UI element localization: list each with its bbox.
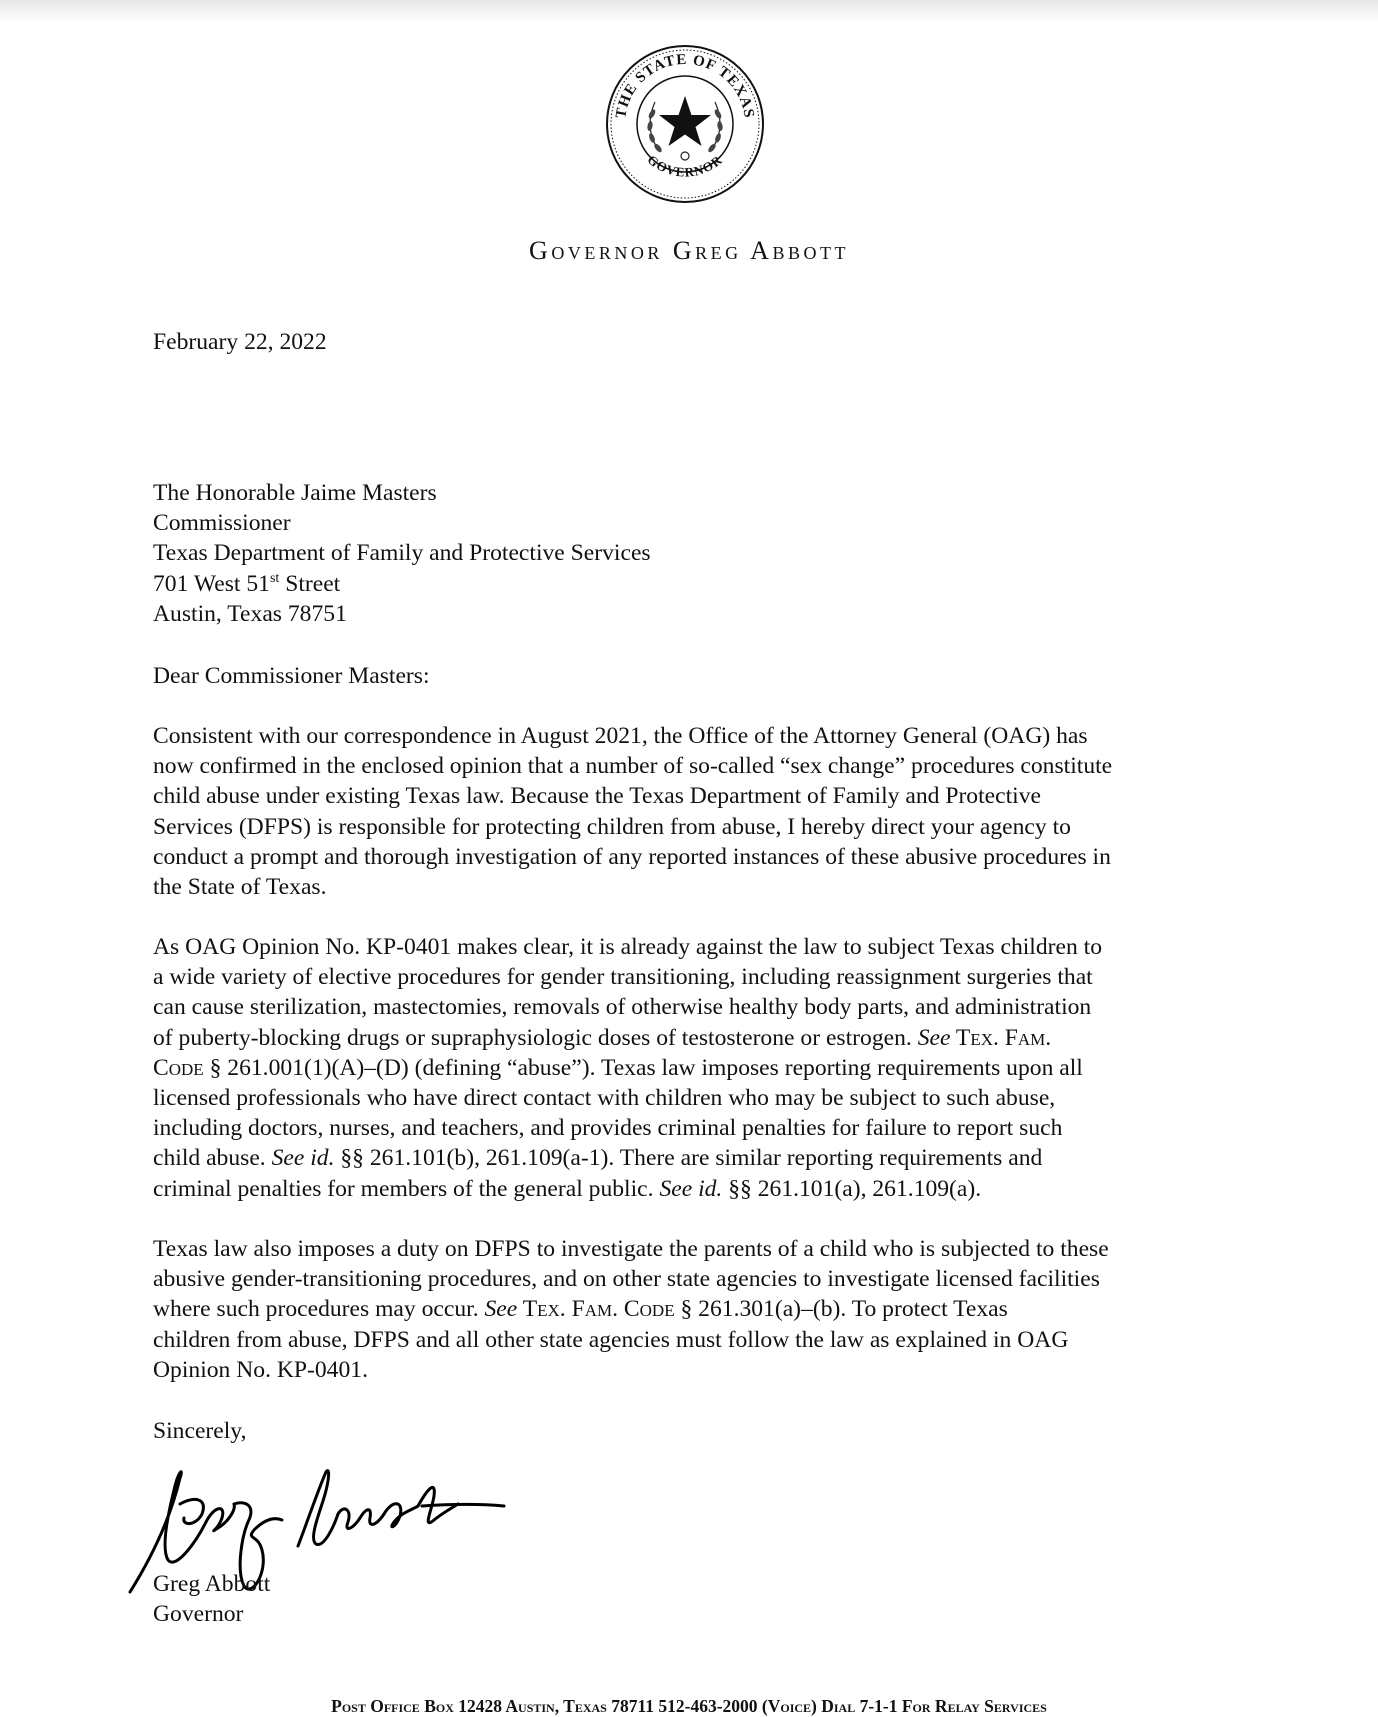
text-run: child abuse. (153, 1145, 272, 1172)
text-run: § 261.301(a)–(b). To protect Texas (674, 1296, 1008, 1323)
street-suffix: st (269, 570, 280, 586)
paragraph-3 (153, 1234, 1233, 1385)
paragraph-1 (153, 721, 1233, 902)
citation-signal: See (917, 1024, 951, 1051)
paragraph-line: Consistent with our correspondence in August 2021, the Office of the Attorney General (OAG) has (153, 723, 1088, 749)
salutation: Dear Commissioner Masters: (153, 663, 430, 689)
paragraph-line (153, 1174, 1233, 1204)
svg-text:GOVERNOR (645, 152, 726, 180)
text-run: §§ 261.101(a), 261.109(a). (722, 1175, 982, 1202)
recipient-name: The Honorable Jaime Masters (153, 480, 437, 506)
street-number: 701 West 51 (153, 570, 270, 597)
paragraph-line: children from abuse, DFPS and all other state agencies must follow the law as explained in OAG (153, 1326, 1069, 1353)
signer-name: Greg Abbott (153, 1571, 271, 1597)
paragraph-line (153, 1053, 1233, 1083)
paragraph-line: a wide variety of elective procedures for gender transitioning, including reassignment surgeries that (153, 964, 1093, 991)
paragraph-line (153, 1023, 1233, 1053)
street-name: Street (279, 570, 341, 597)
closing: Sincerely, (153, 1418, 247, 1444)
recipient-title: Commissioner (153, 510, 291, 537)
citation-signal: See id. (271, 1145, 335, 1172)
paragraph-line: child abuse under existing Texas law. Because the Texas Department of Family and Protective (153, 783, 1041, 810)
seal-ring-text: THE STATE OF TEXAS (613, 51, 757, 120)
code-citation: Code (153, 1054, 204, 1081)
paragraph-line: now confirmed in the enclosed opinion that a number of so-called “sex change” procedures constitute (153, 753, 1113, 780)
paragraph-line (153, 1294, 1233, 1324)
text-run: of puberty-blocking drugs or supraphysiologic doses of testosterone or estrogen. (153, 1024, 918, 1051)
paragraph-line: the State of Texas. (153, 874, 327, 901)
seal-bottom-text: GOVERNOR (644, 151, 726, 180)
top-shade (0, 0, 1378, 22)
citation-signal: See id. (659, 1175, 723, 1202)
recipient-address (153, 478, 1233, 629)
text-run: where such procedures may occur. (153, 1296, 485, 1323)
signer-title: Governor (153, 1601, 244, 1628)
citation-signal: See (484, 1296, 518, 1323)
letterhead-title: Governor Greg Abbott (529, 236, 849, 265)
letter-date: February 22, 2022 (153, 329, 327, 355)
recipient-agency: Texas Department of Family and Protective Services (153, 540, 651, 567)
paragraph-line: Texas law also imposes a duty on DFPS to investigate the parents of a child who is subjected to these (153, 1236, 1109, 1262)
paragraph-line: can cause sterilization, mastectomies, removals of otherwise healthy body parts, and administration (153, 994, 1092, 1021)
paragraph-line: including doctors, nurses, and teachers, and provides criminal penalties for failure to report such (153, 1115, 1063, 1142)
paragraph-line: licensed professionals who have direct contact with children who may be subject to such abuse, (153, 1085, 1056, 1112)
paragraph-line: conduct a prompt and thorough investigation of any reported instances of these abusive procedures in (153, 843, 1111, 870)
code-citation: Tex. Fam. Code (517, 1296, 675, 1323)
letterhead-footer: Post Office Box 12428 Austin, Texas 78711 512-463-2000 (Voice) Dial 7-1-1 For Relay Services (331, 1696, 1047, 1716)
paragraph-line: abusive gender-transitioning procedures, and on other state agencies to investigate licensed facilities (153, 1266, 1100, 1293)
code-citation: Tex. Fam. (950, 1024, 1052, 1051)
paragraph-2 (153, 932, 1233, 1204)
text-run: § 261.001(1)(A)–(D) (defining “abuse”). Texas law imposes reporting requirements upon all (203, 1054, 1083, 1081)
paragraph-line: As OAG Opinion No. KP-0401 makes clear, it is already against the law to subject Texas children to (153, 934, 1103, 960)
recipient-street (153, 569, 1233, 599)
signer-block (153, 1569, 1233, 1629)
text-run: §§ 261.101(b), 261.109(a-1). There are similar reporting requirements and (334, 1145, 1043, 1172)
paragraph-line: Opinion No. KP-0401. (153, 1356, 368, 1383)
paragraph-line: Services (DFPS) is responsible for protecting children from abuse, I hereby direct your agency to (153, 813, 1071, 840)
texas-governor-seal (605, 44, 765, 204)
paragraph-line (153, 1143, 1233, 1173)
text-run: criminal penalties for members of the general public. (153, 1175, 660, 1202)
recipient-city: Austin, Texas 78751 (153, 600, 347, 627)
